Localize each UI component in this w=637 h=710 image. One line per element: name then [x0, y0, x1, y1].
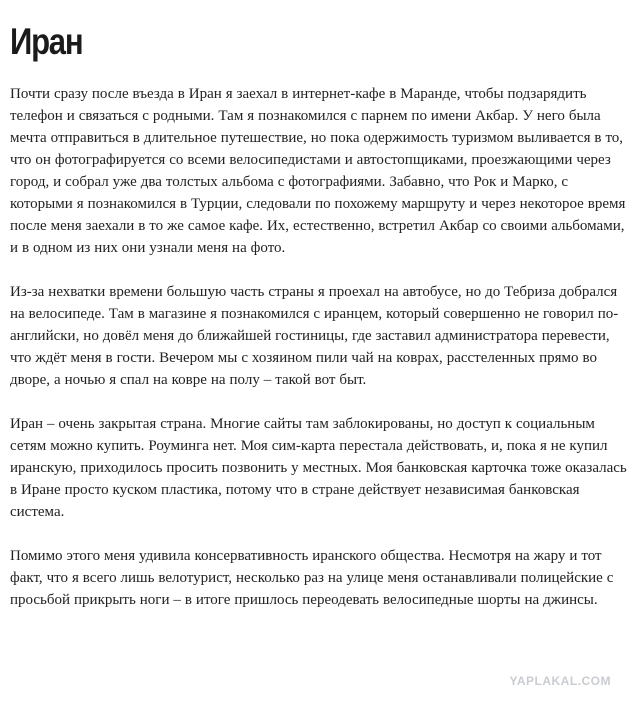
- paragraph-akbar: Почти сразу после въезда в Иран я заехал в интернет-кафе в Маранде, чтобы подзарядить телефон и связаться с родными. Там я познакомился с парнем по имени Акбар. У него была мечта отправиться в длительное путешествие, но пока одержимость туризмом выливается в то, что он фотографируется со всеми велосипедистами и автостопщиками, проезжающими через город, и собрал уже два толстых альбома с фотографиями. Забавно, что Рок и Марко, с которыми я познакомился в Турции, следовали по похожему маршруту и через некоторое время после меня заехали в то же самое кафе. Их, естественно, встретил Акбар со своими альбомами, и в одном из них они узнали меня на фото.: [10, 86, 626, 256]
- watermark-logo: YAPLAKAL.COM: [509, 674, 611, 688]
- article-title: Иран: [10, 21, 83, 62]
- article: [10, 0, 632, 611]
- paragraph-closed-country: Иран – очень закрытая страна. Многие сайты там заблокированы, но доступ к социальным сетям можно купить. Роуминга нет. Моя сим-карта перестала действовать, и, пока я не купил иранскую, приходилось просить позвонить у местных. Моя банковская карточка тоже оказалась в Иране просто куском пластика, потому что в стране действует независимая банковская система.: [10, 416, 627, 520]
- paragraph-tabriz: Из-за нехватки времени большую часть страны я проехал на автобусе, но до Тебриза добрался на велосипеде. Там в магазине я познакомился с иранцем, который совершенно не говорил по-английски, но довёл меня до ближайшей гостиницы, где заставил администратора перевести, что ждёт меня в гости. Вечером мы с хозяином пили чай на коврах, расстеленных прямо во дворе, а ночью я спал на ковре на полу – такой вот быт.: [10, 284, 619, 388]
- paragraph-conservatism: Помимо этого меня удивила консервативность иранского общества. Несмотря на жару и тот факт, что я всего лишь велотурист, несколько раз на улице меня останавливали полицейские с просьбой прикрыть ноги – в итоге пришлось переодевать велосипедные шорты на джинсы.: [10, 548, 614, 608]
